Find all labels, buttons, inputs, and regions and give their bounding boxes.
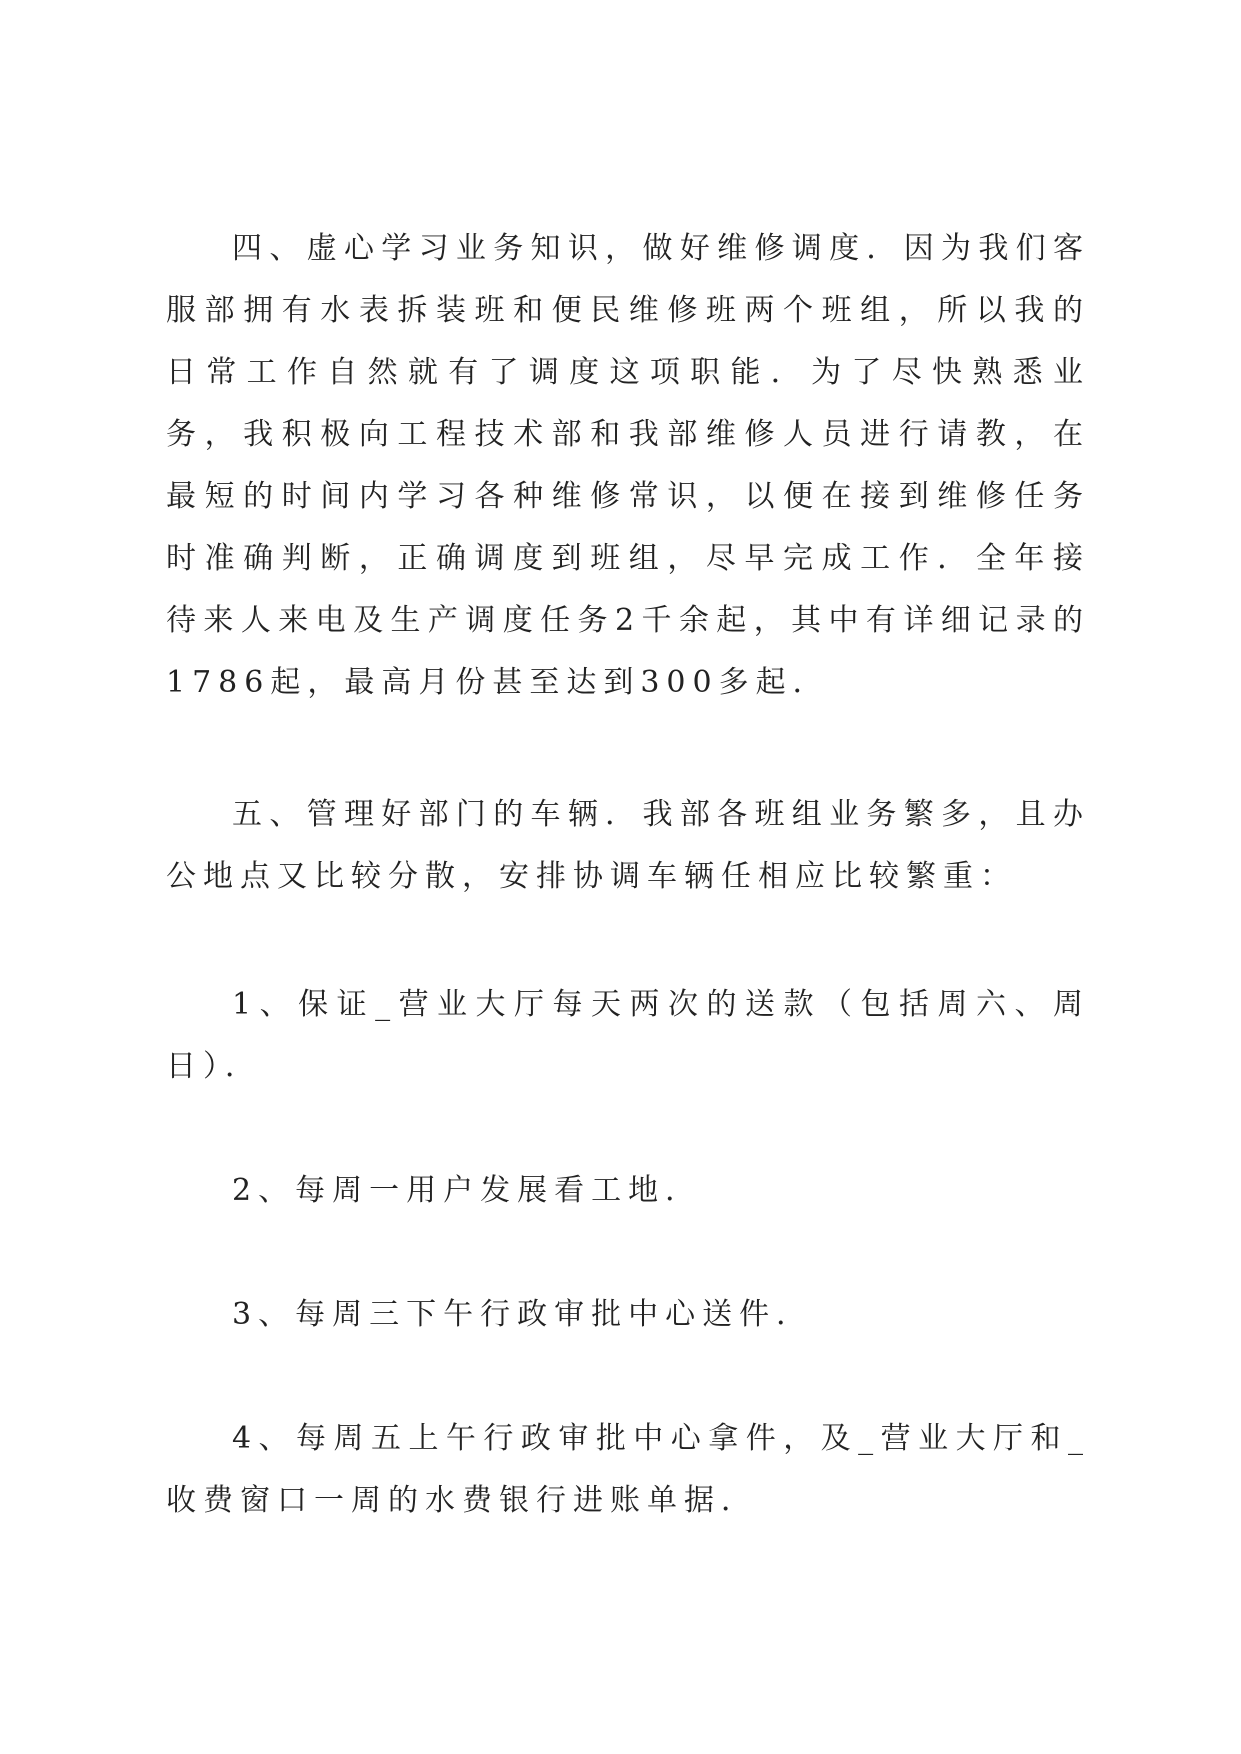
list-item-2: 2、每周一用户发展看工地． (232, 1173, 703, 1208)
list-item-4: 4、每周五上午行政审批中心拿件，及_营业大厅和_收费窗口一周的水费银行进账单据． (166, 1421, 1090, 1518)
list-item-1: 1、保证_营业大厅每天两次的送款（包括周六、周日）． (166, 987, 1090, 1084)
document-body (166, 218, 1090, 1532)
list-item-3: 3、每周三下午行政审批中心送件． (232, 1297, 814, 1332)
paragraph-section-5: 五、管理好部门的车辆．我部各班组业务繁多，且办公地点又比较分散，安排协调车辆任相应比较繁重： (166, 797, 1090, 894)
paragraph-section-4: 四、虚心学习业务知识，做好维修调度．因为我们客服部拥有水表拆装班和便民维修班两个班组，所以我的日常工作自然就有了调度这项职能．为了尽快熟悉业务，我积极向工程技术部和我部维修人员进行请教，在最短的时间内学习各种维修常识，以便在接到维修任务时准确判断，正确调度到班组，尽早完成工作．全年接待来人来电及生产调度任务2千余起，其中有详细记录的1786起，最高月份甚至达到300多起． (166, 231, 1090, 700)
